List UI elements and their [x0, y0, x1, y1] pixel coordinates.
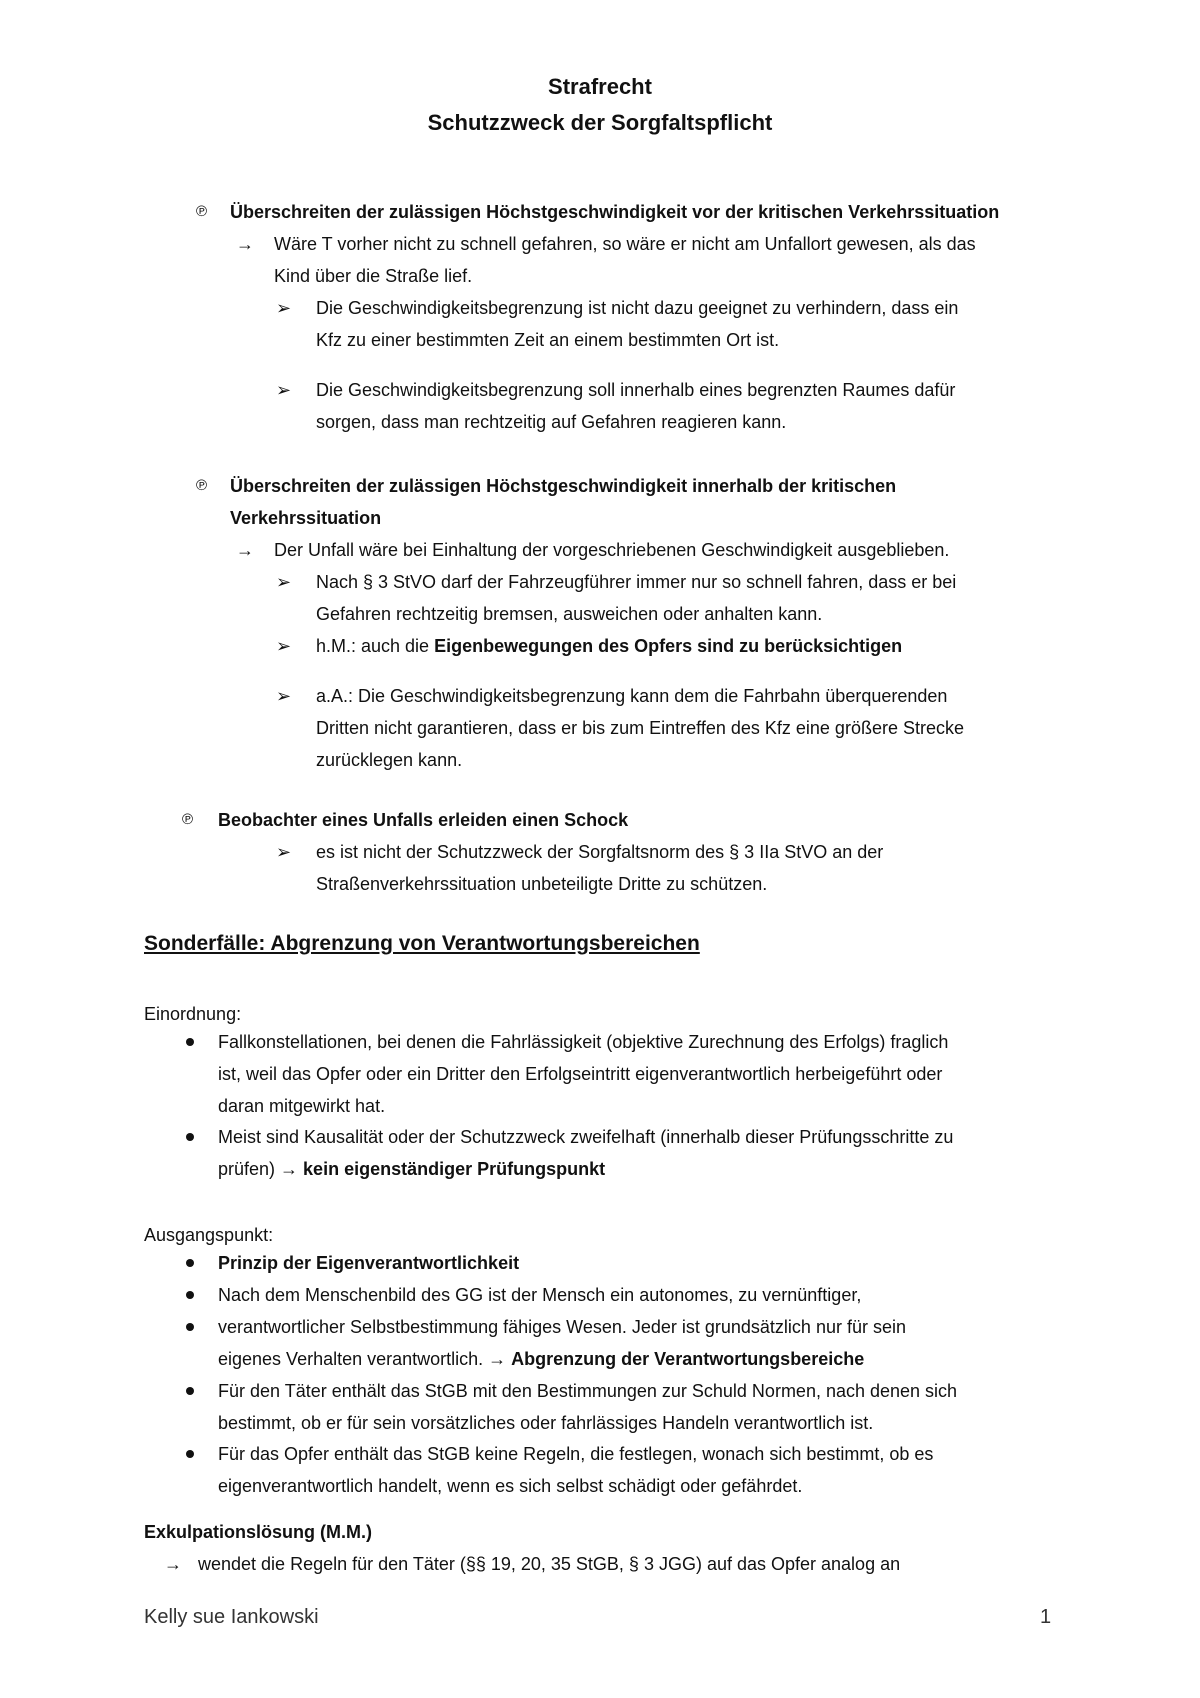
- copyleft-bullet-icon: ℗: [196, 477, 208, 494]
- arrow-icon: →: [164, 1554, 182, 1574]
- ausgang-item3-line2: [218, 1347, 864, 1371]
- einordnung-item2-line2: [218, 1157, 605, 1181]
- case2-point1-line1: Nach § 3 StVO darf der Fahrzeugführer immer nur so schnell fahren, dass er bei: [316, 572, 957, 592]
- case2-point3-line3: zurücklegen kann.: [316, 750, 463, 770]
- bullet-dot-icon: [186, 1291, 194, 1299]
- case1-point2-line2: sorgen, dass man rechtzeitig auf Gefahren reagieren kann.: [316, 412, 787, 432]
- pointer-bullet-icon: ➢: [276, 572, 292, 592]
- case2-heading-line1: Überschreiten der zulässigen Höchstgeschwindigkeit innerhalb der kritischen: [230, 476, 897, 496]
- case2-point3-line1: a.A.: Die Geschwindigkeitsbegrenzung kann dem die Fahrbahn überquerenden: [316, 686, 948, 706]
- case2-heading-line2: Verkehrssituation: [230, 508, 382, 528]
- pointer-bullet-icon: ➢: [276, 686, 292, 706]
- case3-heading: Beobachter eines Unfalls erleiden einen Schock: [218, 810, 629, 830]
- ausgang-item3-line1: verantwortlicher Selbstbestimmung fähiges Wesen. Jeder ist grundsätzlich nur für sein: [218, 1317, 906, 1337]
- bullet-dot-icon: [186, 1259, 194, 1267]
- case2-point2: [316, 634, 902, 658]
- case2-point2-prefix: h.M.: auch die: [316, 636, 435, 656]
- copyleft-bullet-icon: ℗: [196, 203, 208, 220]
- einordnung-item2-line1: Meist sind Kausalität oder der Schutzzweck zweifelhaft (innerhalb dieser Prüfungsschritte zu: [218, 1127, 954, 1147]
- footer-page-number: 1: [1040, 1606, 1052, 1628]
- arrow-icon: →: [236, 540, 254, 560]
- case3-point1-line2: Straßenverkehrssituation unbeteiligte Dritte zu schützen.: [316, 874, 768, 894]
- arrow-icon: →: [236, 234, 254, 254]
- case1-heading: Überschreiten der zulässigen Höchstgeschwindigkeit vor der kritischen Verkehrssituation: [230, 202, 1000, 222]
- einordnung-item1-line1: Fallkonstellationen, bei denen die Fahrlässigkeit (objektive Zurechnung des Erfolgs) fraglich: [218, 1032, 949, 1052]
- case2-point2-bold: Eigenbewegungen des Opfers sind zu berücksichtigen: [434, 636, 903, 656]
- ausgang-item3-prefix: eigenes Verhalten verantwortlich. →: [218, 1349, 512, 1369]
- footer-author: Kelly sue Iankowski: [144, 1606, 319, 1628]
- einordnung-item2-prefix: prüfen) →: [218, 1159, 304, 1179]
- bullet-dot-icon: [186, 1323, 194, 1331]
- ausgang-item1: Prinzip der Eigenverantwortlichkeit: [218, 1253, 520, 1273]
- case2-point1-line2: Gefahren rechtzeitig bremsen, ausweichen oder anhalten kann.: [316, 604, 823, 624]
- copyleft-bullet-icon: ℗: [182, 811, 194, 828]
- case2-arrow-line1: Der Unfall wäre bei Einhaltung der vorgeschriebenen Geschwindigkeit ausgeblieben.: [274, 540, 950, 560]
- case1-point1-line2: Kfz zu einer bestimmten Zeit an einem bestimmten Ort ist.: [316, 330, 780, 350]
- einordnung-item1-line2: ist, weil das Opfer oder ein Dritter den Erfolgseintritt eigenverantwortlich herbeigeführt oder: [218, 1064, 943, 1084]
- case1-point2-line1: Die Geschwindigkeitsbegrenzung soll innerhalb eines begrenzten Raumes dafür: [316, 380, 956, 400]
- ausgang-item4-line1: Für den Täter enthält das StGB mit den Bestimmungen zur Schuld Normen, nach denen sich: [218, 1381, 958, 1401]
- pointer-bullet-icon: ➢: [276, 380, 292, 400]
- bullet-dot-icon: [186, 1133, 194, 1141]
- bullet-dot-icon: [186, 1450, 194, 1458]
- einordnung-item2-bold: kein eigenständiger Prüfungspunkt: [303, 1159, 606, 1179]
- case1-point1-line1: Die Geschwindigkeitsbegrenzung ist nicht dazu geeignet zu verhindern, dass ein: [316, 298, 959, 318]
- einordnung-item1-line3: daran mitgewirkt hat.: [218, 1096, 386, 1116]
- ausgangspunkt-label: Ausgangspunkt:: [144, 1225, 274, 1245]
- document-subtitle: Schutzzweck der Sorgfaltspflicht: [427, 110, 773, 135]
- ausgang-item3-bold: Abgrenzung der Verantwortungsbereiche: [511, 1349, 865, 1369]
- exkulpation-arrow-line: wendet die Regeln für den Täter (§§ 19, 20, 35 StGB, § 3 JGG) auf das Opfer analog an: [198, 1554, 901, 1574]
- case2-point3-line2: Dritten nicht garantieren, dass er bis zum Eintreffen des Kfz eine größere Strecke: [316, 718, 964, 738]
- bullet-dot-icon: [186, 1038, 194, 1046]
- einordnung-label: Einordnung:: [144, 1004, 242, 1024]
- ausgang-item5-line2: eigenverantwortlich handelt, wenn es sich selbst schädigt oder gefährdet.: [218, 1476, 803, 1496]
- document-title: Strafrecht: [548, 74, 652, 99]
- section-heading: Sonderfälle: Abgrenzung von Verantwortungsbereichen: [144, 932, 700, 955]
- ausgang-item2: Nach dem Menschenbild des GG ist der Mensch ein autonomes, zu vernünftiger,: [218, 1285, 862, 1305]
- pointer-bullet-icon: ➢: [276, 636, 292, 656]
- exkulpation-heading: Exkulpationslösung (M.M.): [144, 1522, 372, 1542]
- case3-point1-line1: es ist nicht der Schutzzweck der Sorgfaltsnorm des § 3 IIa StVO an der: [316, 842, 884, 862]
- case1-arrow-line1: Wäre T vorher nicht zu schnell gefahren, so wäre er nicht am Unfallort gewesen, als das: [274, 234, 976, 254]
- ausgang-item5-line1: Für das Opfer enthält das StGB keine Regeln, die festlegen, wonach sich bestimmt, ob es: [218, 1444, 934, 1464]
- pointer-bullet-icon: ➢: [276, 298, 292, 318]
- case1-arrow-line2: Kind über die Straße lief.: [274, 266, 473, 286]
- pointer-bullet-icon: ➢: [276, 842, 292, 862]
- bullet-dot-icon: [186, 1387, 194, 1395]
- ausgang-item4-line2: bestimmt, ob er für sein vorsätzliches oder fahrlässiges Handeln verantwortlich ist.: [218, 1413, 874, 1433]
